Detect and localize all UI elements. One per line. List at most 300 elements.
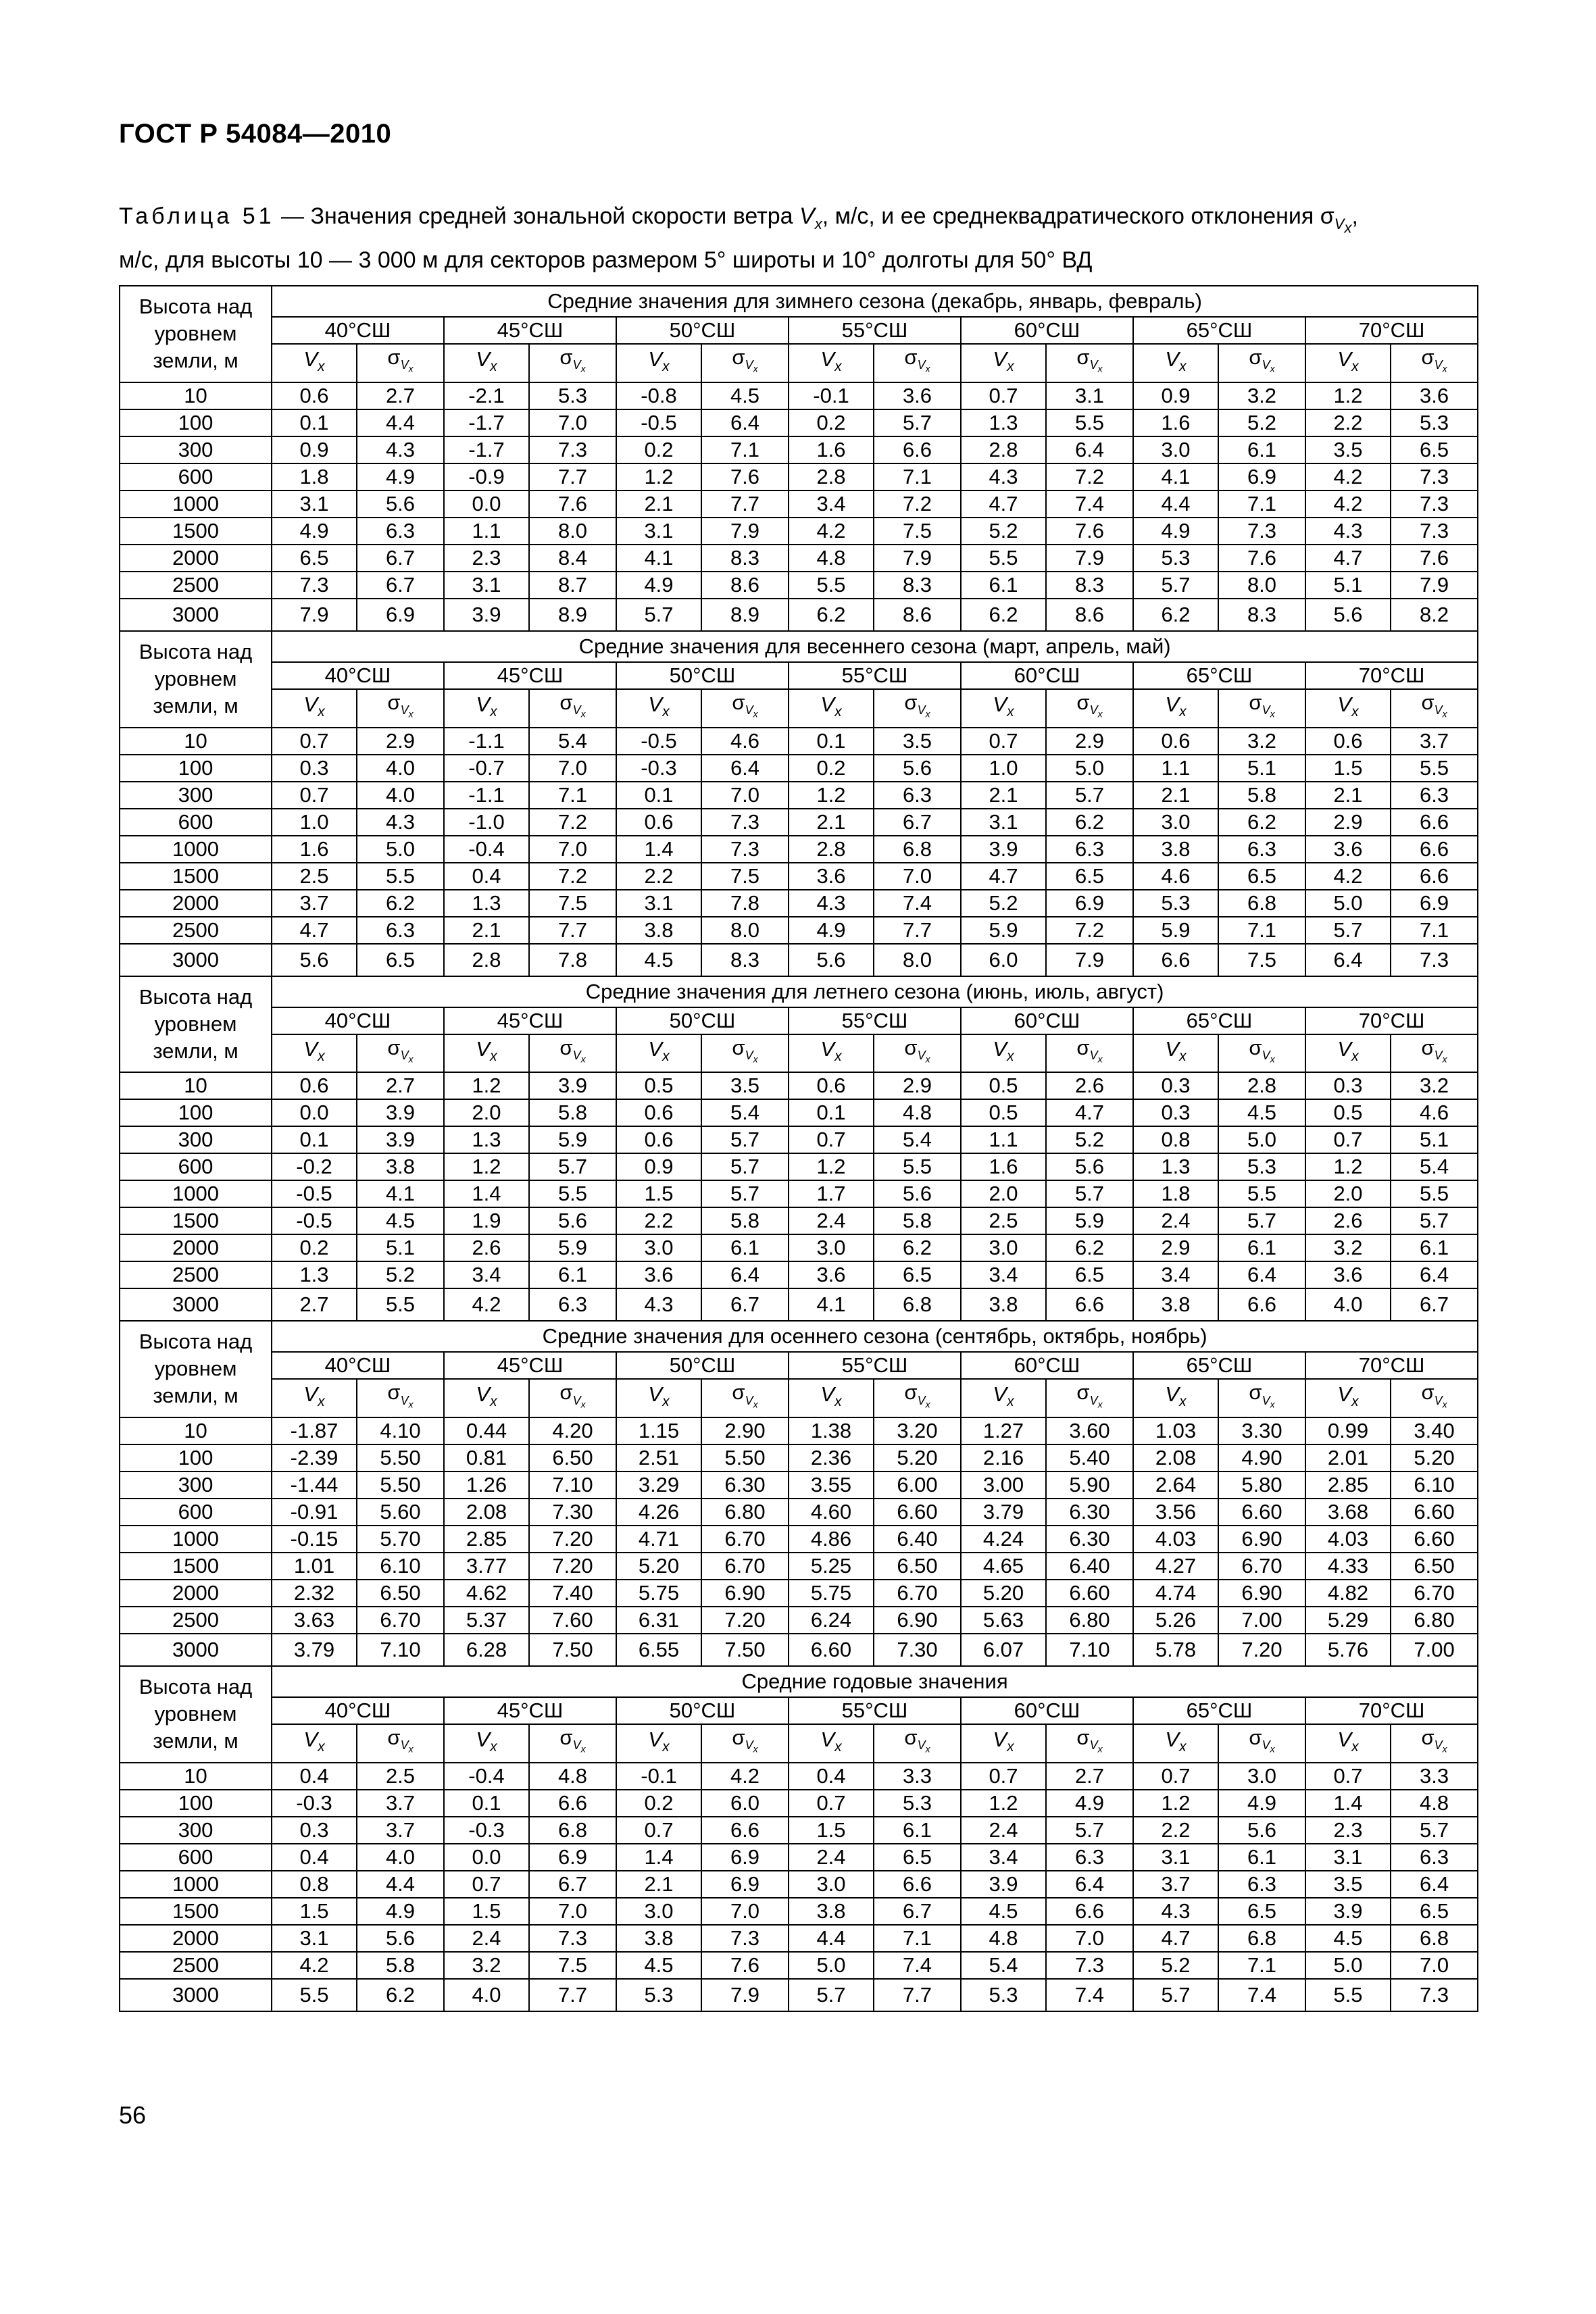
height-cell: 1500 (120, 1553, 272, 1580)
table-row (120, 1234, 1478, 1261)
value-cell: 5.25 (789, 1553, 874, 1580)
value-cell: 2.2 (616, 863, 701, 890)
value-cell: 5.50 (701, 1444, 789, 1472)
value-cell: 8.6 (874, 599, 961, 631)
value-cell: 7.9 (1046, 545, 1133, 572)
value-cell: 1.2 (616, 463, 701, 491)
value-cell: 4.1 (1133, 463, 1218, 491)
col-sigma-header: $\sigma_{V_x}$ (529, 689, 616, 728)
value-cell: 4.4 (1133, 491, 1218, 518)
value-cell: 5.0 (1218, 1126, 1305, 1153)
latitude-header: 45°СШ (444, 1697, 616, 1724)
value-cell: 8.4 (529, 545, 616, 572)
value-cell: 7.3 (1391, 463, 1478, 491)
value-cell: 6.1 (701, 1234, 789, 1261)
value-cell: 3.6 (789, 863, 874, 890)
value-cell: 4.6 (1391, 1099, 1478, 1126)
value-cell: 8.3 (701, 545, 789, 572)
col-sigma-header: $\sigma_{V_x}$ (874, 344, 961, 382)
value-cell: 1.6 (1133, 409, 1218, 436)
value-cell: 0.9 (1133, 382, 1218, 409)
value-cell: 6.7 (357, 572, 444, 599)
col-sigma-header: $\sigma_{V_x}$ (874, 1379, 961, 1417)
value-cell: 4.0 (357, 755, 444, 782)
value-cell: 4.7 (272, 917, 357, 944)
col-sigma-header: $\sigma_{V_x}$ (1046, 344, 1133, 382)
col-sigma-header: $\sigma_{V_x}$ (357, 1724, 444, 1763)
table-row (120, 890, 1478, 917)
value-cell: 7.5 (529, 890, 616, 917)
value-cell: 6.3 (1046, 836, 1133, 863)
height-label: Высота над уровнем земли, м (120, 1321, 272, 1417)
value-cell: 0.4 (272, 1763, 357, 1790)
value-cell: 3.20 (874, 1417, 961, 1444)
latitude-header: 40°СШ (272, 662, 444, 689)
height-label: Высота над уровнем земли, м (120, 286, 272, 382)
value-cell: 6.8 (1218, 1925, 1305, 1952)
latitude-header: 55°СШ (789, 1007, 961, 1034)
value-cell: 8.0 (1218, 572, 1305, 599)
value-cell: 4.8 (529, 1763, 616, 1790)
value-cell: 6.50 (1391, 1553, 1478, 1580)
value-cell: 2.5 (357, 1763, 444, 1790)
value-cell: 3.79 (272, 1634, 357, 1666)
value-cell: 2.0 (444, 1099, 529, 1126)
col-vx-header: $V_x$ (1305, 1724, 1391, 1763)
value-cell: 7.40 (529, 1580, 616, 1607)
value-cell: 0.5 (616, 1072, 701, 1099)
col-vx-header: $V_x$ (616, 344, 701, 382)
value-cell: 0.3 (272, 755, 357, 782)
value-cell: 7.5 (529, 1952, 616, 1979)
value-cell: 3.3 (874, 1763, 961, 1790)
value-cell: 4.1 (789, 1288, 874, 1321)
value-cell: 6.2 (874, 1234, 961, 1261)
value-cell: 8.9 (701, 599, 789, 631)
col-sigma-header: $\sigma_{V_x}$ (874, 689, 961, 728)
value-cell: 3.68 (1305, 1499, 1391, 1526)
value-cell: 7.9 (701, 518, 789, 545)
value-cell: 0.1 (272, 409, 357, 436)
value-cell: 4.5 (1218, 1099, 1305, 1126)
latitude-header: 65°СШ (1133, 1007, 1305, 1034)
value-cell: 3.6 (789, 1261, 874, 1288)
value-cell: 5.3 (1391, 409, 1478, 436)
value-cell: 3.6 (616, 1261, 701, 1288)
value-cell: 1.3 (961, 409, 1046, 436)
value-cell: 6.9 (1218, 463, 1305, 491)
height-label: Высота над уровнем земли, м (120, 1666, 272, 1763)
value-cell: 6.5 (1218, 863, 1305, 890)
col-sigma-header: $\sigma_{V_x}$ (874, 1034, 961, 1073)
value-cell: 2.0 (961, 1180, 1046, 1207)
value-cell: 4.60 (789, 1499, 874, 1526)
value-cell: 5.63 (961, 1607, 1046, 1634)
height-cell: 10 (120, 728, 272, 755)
value-cell: 2.2 (1305, 409, 1391, 436)
value-cell: 1.4 (1305, 1790, 1391, 1817)
value-cell: 6.5 (874, 1261, 961, 1288)
value-cell: 6.6 (529, 1790, 616, 1817)
col-vx-header: $V_x$ (444, 1034, 529, 1073)
value-cell: 7.1 (529, 782, 616, 809)
col-vx-header: $V_x$ (789, 689, 874, 728)
value-cell: 4.5 (961, 1898, 1046, 1925)
value-cell: 4.0 (444, 1979, 529, 2011)
value-cell: 5.6 (1046, 1153, 1133, 1180)
value-cell: 6.30 (1046, 1526, 1133, 1553)
value-cell: 2.1 (961, 782, 1046, 809)
value-cell: 5.20 (874, 1444, 961, 1472)
table-row (120, 1153, 1478, 1180)
col-sigma-header: $\sigma_{V_x}$ (357, 344, 444, 382)
value-cell: -0.1 (789, 382, 874, 409)
latitude-row (120, 1007, 1478, 1034)
value-cell: 3.40 (1391, 1417, 1478, 1444)
value-cell: 6.07 (961, 1634, 1046, 1666)
col-vx-header: $V_x$ (961, 344, 1046, 382)
height-cell: 1500 (120, 518, 272, 545)
value-cell: 3.0 (789, 1871, 874, 1898)
value-cell: 1.2 (789, 1153, 874, 1180)
height-cell: 2500 (120, 1607, 272, 1634)
value-cell: 7.50 (701, 1634, 789, 1666)
value-cell: 3.1 (1305, 1844, 1391, 1871)
value-cell: -0.5 (272, 1180, 357, 1207)
value-cell: 4.9 (357, 1898, 444, 1925)
value-cell: 5.1 (1391, 1126, 1478, 1153)
height-cell: 3000 (120, 599, 272, 631)
value-cell: 7.3 (272, 572, 357, 599)
value-cell: 3.7 (272, 890, 357, 917)
value-cell: 6.7 (529, 1871, 616, 1898)
table-row (120, 1444, 1478, 1472)
value-cell: 5.0 (1305, 890, 1391, 917)
height-cell: 2500 (120, 572, 272, 599)
value-cell: 6.5 (1046, 1261, 1133, 1288)
value-cell: 3.0 (1133, 436, 1218, 463)
col-vx-header: $V_x$ (1133, 689, 1218, 728)
value-cell: 2.8 (789, 463, 874, 491)
value-cell: 0.2 (789, 409, 874, 436)
value-cell: 1.27 (961, 1417, 1046, 1444)
value-cell: 0.6 (616, 1126, 701, 1153)
value-cell: 6.50 (357, 1580, 444, 1607)
height-cell: 10 (120, 1072, 272, 1099)
value-cell: 5.8 (529, 1099, 616, 1126)
value-cell: 2.7 (1046, 1763, 1133, 1790)
value-cell: 4.7 (961, 863, 1046, 890)
value-cell: 3.9 (1305, 1898, 1391, 1925)
value-cell: 6.4 (1218, 1261, 1305, 1288)
value-cell: 3.5 (874, 728, 961, 755)
value-cell: 6.80 (1391, 1607, 1478, 1634)
season-header-row (120, 286, 1478, 317)
value-cell: 7.5 (874, 518, 961, 545)
col-vx-header: $V_x$ (789, 1034, 874, 1073)
table-row (120, 1526, 1478, 1553)
value-cell: 3.60 (1046, 1417, 1133, 1444)
value-cell: 8.3 (1046, 572, 1133, 599)
value-cell: 0.7 (789, 1790, 874, 1817)
value-cell: -0.91 (272, 1499, 357, 1526)
table-row (120, 1099, 1478, 1126)
value-cell: 4.3 (961, 463, 1046, 491)
table-row (120, 782, 1478, 809)
value-cell: 3.8 (616, 917, 701, 944)
value-cell: 4.10 (357, 1417, 444, 1444)
value-cell: 6.6 (1391, 836, 1478, 863)
value-cell: 4.8 (789, 545, 874, 572)
value-cell: 6.2 (1133, 599, 1218, 631)
value-cell: 7.0 (529, 836, 616, 863)
value-cell: 2.3 (1305, 1817, 1391, 1844)
col-sigma-header: $\sigma_{V_x}$ (701, 689, 789, 728)
value-cell: 0.0 (444, 491, 529, 518)
value-cell: 6.70 (874, 1580, 961, 1607)
value-cell: 2.1 (789, 809, 874, 836)
value-cell: 5.6 (529, 1207, 616, 1234)
value-cell: 3.79 (961, 1499, 1046, 1526)
value-cell: 3.4 (789, 491, 874, 518)
value-cell: 0.9 (616, 1153, 701, 1180)
table-row (120, 1634, 1478, 1666)
table-row (120, 755, 1478, 782)
value-cell: 7.00 (1218, 1607, 1305, 1634)
value-cell: 7.00 (1391, 1634, 1478, 1666)
height-cell: 600 (120, 1153, 272, 1180)
value-cell: 4.3 (616, 1288, 701, 1321)
value-cell: 5.6 (272, 944, 357, 976)
value-cell: -1.7 (444, 436, 529, 463)
value-cell: 3.0 (1133, 809, 1218, 836)
value-cell: 6.40 (874, 1526, 961, 1553)
value-cell: 0.1 (789, 1099, 874, 1126)
height-cell: 100 (120, 1790, 272, 1817)
value-cell: 5.5 (1305, 1979, 1391, 2011)
value-cell: 3.7 (1133, 1871, 1218, 1898)
value-cell: 7.4 (1218, 1979, 1305, 2011)
value-cell: 6.5 (1046, 863, 1133, 890)
height-cell: 100 (120, 409, 272, 436)
value-cell: 0.7 (789, 1126, 874, 1153)
value-cell: 6.5 (1391, 1898, 1478, 1925)
value-cell: 5.3 (1133, 890, 1218, 917)
value-cell: 7.7 (874, 1979, 961, 2011)
value-cell: 4.74 (1133, 1580, 1218, 1607)
value-cell: 5.5 (1046, 409, 1133, 436)
value-cell: 2.32 (272, 1580, 357, 1607)
value-cell: 4.7 (1133, 1925, 1218, 1952)
season-title: Средние значения для зимнего сезона (декабрь, январь, февраль) (272, 286, 1478, 317)
value-cell: 7.7 (529, 463, 616, 491)
value-cell: 7.30 (529, 1499, 616, 1526)
col-sigma-header: $\sigma_{V_x}$ (357, 1034, 444, 1073)
value-cell: 7.0 (701, 1898, 789, 1925)
value-cell: 7.10 (357, 1634, 444, 1666)
value-cell: 5.0 (1305, 1952, 1391, 1979)
col-vx-header: $V_x$ (1305, 1034, 1391, 1073)
value-cell: 1.6 (961, 1153, 1046, 1180)
value-cell: 5.5 (272, 1979, 357, 2011)
value-cell: 4.24 (961, 1526, 1046, 1553)
table-row (120, 1925, 1478, 1952)
latitude-row (120, 1697, 1478, 1724)
value-cell: 7.7 (529, 917, 616, 944)
value-cell: 3.56 (1133, 1499, 1218, 1526)
value-cell: 2.4 (789, 1207, 874, 1234)
value-cell: 5.8 (1218, 782, 1305, 809)
height-cell: 3000 (120, 1288, 272, 1321)
table-row (120, 1790, 1478, 1817)
value-cell: 3.00 (961, 1472, 1046, 1499)
latitude-header: 65°СШ (1133, 1697, 1305, 1724)
value-cell: 6.6 (1391, 863, 1478, 890)
latitude-header: 55°СШ (789, 1697, 961, 1724)
value-cell: 6.31 (616, 1607, 701, 1634)
value-cell: 0.6 (272, 1072, 357, 1099)
table-row (120, 463, 1478, 491)
latitude-header: 55°СШ (789, 317, 961, 344)
value-cell: -0.1 (616, 1763, 701, 1790)
col-sigma-header: $\sigma_{V_x}$ (1391, 689, 1478, 728)
table-row (120, 1580, 1478, 1607)
value-cell: 3.1 (961, 809, 1046, 836)
col-vx-header: $V_x$ (1305, 1379, 1391, 1417)
value-cell: 5.5 (357, 863, 444, 890)
latitude-header: 70°СШ (1305, 662, 1478, 689)
value-cell: 5.50 (357, 1472, 444, 1499)
value-cell: 7.20 (701, 1607, 789, 1634)
season-title: Средние значения для летнего сезона (июнь, июль, август) (272, 976, 1478, 1007)
table-row (120, 599, 1478, 631)
value-cell: 6.2 (357, 890, 444, 917)
value-cell: 3.1 (1046, 382, 1133, 409)
value-cell: 5.9 (1046, 1207, 1133, 1234)
value-cell: 3.6 (1305, 836, 1391, 863)
latitude-header: 60°СШ (961, 662, 1133, 689)
value-cell: 2.3 (444, 545, 529, 572)
value-cell: 5.20 (961, 1580, 1046, 1607)
season-header-row (120, 976, 1478, 1007)
value-cell: 5.2 (1218, 409, 1305, 436)
value-cell: 3.4 (1133, 1261, 1218, 1288)
col-vx-header: $V_x$ (789, 1379, 874, 1417)
value-cell: 5.90 (1046, 1472, 1133, 1499)
value-cell: 3.29 (616, 1472, 701, 1499)
value-cell: -0.7 (444, 755, 529, 782)
value-cell: 3.5 (701, 1072, 789, 1099)
value-cell: 1.5 (616, 1180, 701, 1207)
value-cell: 1.1 (1133, 755, 1218, 782)
value-cell: 5.8 (874, 1207, 961, 1234)
season-header-row (120, 1666, 1478, 1697)
value-cell: 0.81 (444, 1444, 529, 1472)
value-cell: 3.0 (616, 1898, 701, 1925)
value-cell: 1.26 (444, 1472, 529, 1499)
value-cell: 2.0 (1305, 1180, 1391, 1207)
value-cell: 5.4 (529, 728, 616, 755)
latitude-header: 65°СШ (1133, 662, 1305, 689)
height-cell: 3000 (120, 944, 272, 976)
value-cell: 5.75 (789, 1580, 874, 1607)
value-cell: -0.2 (272, 1153, 357, 1180)
value-cell: 5.2 (961, 518, 1046, 545)
table-caption: Таблица 51 — Значения средней зональной скорости ветра $V_x$, м/с, и ее среднеквадратического отклонения $\sigma_{V_x}$, м/с, для высоты 10 — 3 000 м для секторов размером 5° широты и 10° долготы для 50° ВД (119, 203, 1358, 274)
value-cell: -0.3 (616, 755, 701, 782)
value-cell: 1.6 (789, 436, 874, 463)
value-cell: 6.8 (529, 1817, 616, 1844)
value-cell: 6.5 (1391, 436, 1478, 463)
value-cell: 2.85 (1305, 1472, 1391, 1499)
table-row (120, 944, 1478, 976)
season-title: Средние значения для весеннего сезона (март, апрель, май) (272, 631, 1478, 662)
value-cell: 3.6 (1305, 1261, 1391, 1288)
col-vx-header: $V_x$ (444, 344, 529, 382)
value-cell: 6.10 (1391, 1472, 1478, 1499)
page-number: 56 (119, 2101, 147, 2129)
value-cell: 4.5 (357, 1207, 444, 1234)
value-cell: 2.1 (1305, 782, 1391, 809)
wind-speed-table (119, 285, 1477, 2012)
value-cell: -1.1 (444, 728, 529, 755)
value-cell: 3.6 (1391, 382, 1478, 409)
value-cell: 3.9 (529, 1072, 616, 1099)
value-cell: 6.7 (701, 1288, 789, 1321)
col-sigma-header: $\sigma_{V_x}$ (529, 1724, 616, 1763)
value-cell: 6.8 (874, 836, 961, 863)
value-cell: 4.9 (272, 518, 357, 545)
value-cell: 1.1 (961, 1126, 1046, 1153)
value-cell: 5.6 (1305, 599, 1391, 631)
value-cell: 1.4 (444, 1180, 529, 1207)
value-cell: 4.20 (529, 1417, 616, 1444)
col-vx-header: $V_x$ (1305, 689, 1391, 728)
value-cell: 6.7 (874, 1898, 961, 1925)
variable-row (120, 344, 1478, 382)
latitude-header: 40°СШ (272, 1697, 444, 1724)
value-cell: 1.0 (961, 755, 1046, 782)
value-cell: 2.1 (444, 917, 529, 944)
season-header-row (120, 1321, 1478, 1352)
latitude-row (120, 1352, 1478, 1379)
value-cell: 0.7 (1133, 1763, 1218, 1790)
value-cell: 6.9 (529, 1844, 616, 1871)
value-cell: 8.7 (529, 572, 616, 599)
value-cell: 7.0 (529, 409, 616, 436)
value-cell: 3.1 (272, 491, 357, 518)
value-cell: -1.1 (444, 782, 529, 809)
value-cell: 6.4 (701, 409, 789, 436)
col-sigma-header: $\sigma_{V_x}$ (1046, 1724, 1133, 1763)
value-cell: -0.5 (616, 409, 701, 436)
value-cell: 7.9 (874, 545, 961, 572)
value-cell: 6.6 (701, 1817, 789, 1844)
value-cell: 2.7 (357, 382, 444, 409)
value-cell: 5.7 (1218, 1207, 1305, 1234)
value-cell: 7.7 (701, 491, 789, 518)
value-cell: 2.90 (701, 1417, 789, 1444)
value-cell: 1.38 (789, 1417, 874, 1444)
value-cell: 8.0 (874, 944, 961, 976)
value-cell: 5.7 (1305, 917, 1391, 944)
value-cell: 8.9 (529, 599, 616, 631)
table-row (120, 1288, 1478, 1321)
value-cell: 6.6 (1133, 944, 1218, 976)
value-cell: 5.0 (789, 1952, 874, 1979)
value-cell: 6.2 (1046, 1234, 1133, 1261)
value-cell: 7.0 (1046, 1925, 1133, 1952)
